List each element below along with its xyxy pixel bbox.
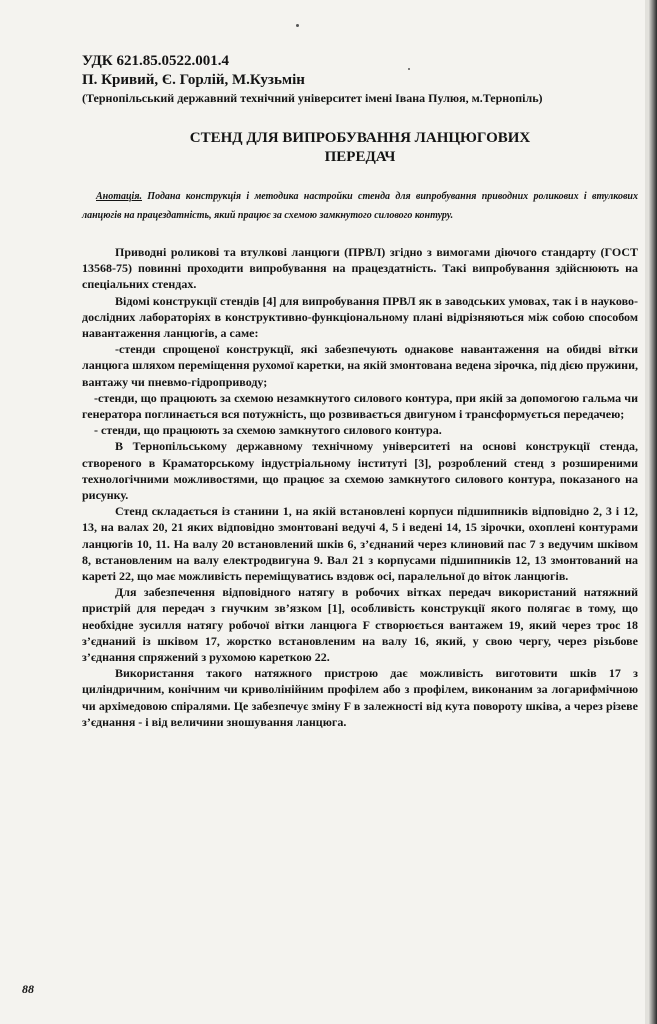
paragraph: Для забезпечення відповідного натягу в робочих вітках передач використаний натяжний пристрій для передач з гнучким зв’язком [1], особливість конструкції якого полягає в тому, що необхідне зусилля натягу робочої вітки ланцюга F створюється вантажем 19, який через трос 18 з’єднаний із шківом 17, жорстко встановленим на валу 16, який, у свою чергу, через різьбове з’єднання спряжений з рухомою кареткою 22. xyxy=(82,585,638,665)
body-text xyxy=(82,244,638,730)
udk-code: УДК 621.85.0522.001.4 xyxy=(82,53,229,69)
paragraph: -стенди спрощеної конструкції, які забезпечують однакове навантаження на обидві вітки ланцюга шляхом переміщення рухомої каретки, на якій змонтована ведена зірочка, під дією пружини, вантажу чи пневмо-гідроприводу; xyxy=(82,342,638,389)
authors: П. Кривий, Є. Горлій, М.Кузьмін xyxy=(82,72,305,88)
page-number: 88 xyxy=(22,982,34,996)
affiliation: (Тернопільський державний технічний університет імені Івана Пулюя, м.Тернопіль) xyxy=(82,91,543,105)
paragraph: Стенд складається із станини 1, на якій встановлені корпуси підшипників відповідно 2, 3 і 12, 13, на валах 20, 21 яких відповідно змонтовані ведучі 4, 5 і ведені 14, 15 зірочки, охоплені контурами ланцюгів 10, 11. На валу 20 встановлений шків 6, з’єднаний через клиновий пас 7 з ведучим шківом 8, встановленим на валу електродвигуна 9. Вал 21 з корпусами підшипників 12, 13 змонтований на кареті 22, що має можливість переміщуватись вздовж осі, паралельної до віток ланцюгів. xyxy=(82,504,638,584)
scan-speck xyxy=(296,24,299,27)
paragraph: -стенди, що працюють за схемою незамкнутого силового контура, при якій за допомогою гальма чи генератора поглинається вся потужність, що розвивається двигуном і трансформується передачею; xyxy=(82,390,638,422)
paragraph: - стенди, що працюють за схемою замкнутого силового контура. xyxy=(94,423,442,438)
paragraph: В Тернопільському державному технічному університеті на основі конструкції стенда, створеного в Краматорському індустріальному інституті [3], розроблений стенд з розширеними технологічними можливостями, що працює за схемою замкнутого силового контура, показаного на рисунку. xyxy=(82,439,638,503)
title-line-2: ПЕРЕДАЧ xyxy=(324,149,396,165)
title-line-1: СТЕНД ДЛЯ ВИПРОБУВАННЯ ЛАНЦЮГОВИХ xyxy=(189,130,531,146)
paragraph: Відомі конструкції стендів [4] для випробування ПРВЛ як в заводських умовах, так і в науково-дослідних лабораторіях в конструктивно-функціональному плані відрізняються між собою способом навантаження ланцюгів, а саме: xyxy=(82,293,638,341)
abstract xyxy=(82,187,638,225)
abstract-text: Подана конструкція і методика настройки стенда для випробування приводних роликових і втулкових ланцюгів на працездатність, який працює за схемою замкнутого силового контуру. xyxy=(82,191,638,221)
paper-title xyxy=(82,129,638,167)
paper-content xyxy=(82,52,638,730)
abstract-label: Анотація. xyxy=(96,191,142,202)
paragraph: Використання такого натяжного пристрою дає можливість виготовити шків 17 з циліндричним, конічним чи криволінійним профілем або з профілем, виконаним за логарифмічною чи архімедовою спіралями. Це забезпечує зміну F в залежності від кута повороту шківа, а через різеве з’єднання - і від величини зношування ланцюга. xyxy=(82,666,638,729)
paragraph: Приводні роликові та втулкові ланцюги (ПРВЛ) згідно з вимогами діючого стандарту (ГОСТ 13568-75) повинні проходити випробування на працездатність. Такі випробування здійснюють на спеціальних стендах. xyxy=(82,245,638,292)
scan-edge xyxy=(649,0,657,1024)
